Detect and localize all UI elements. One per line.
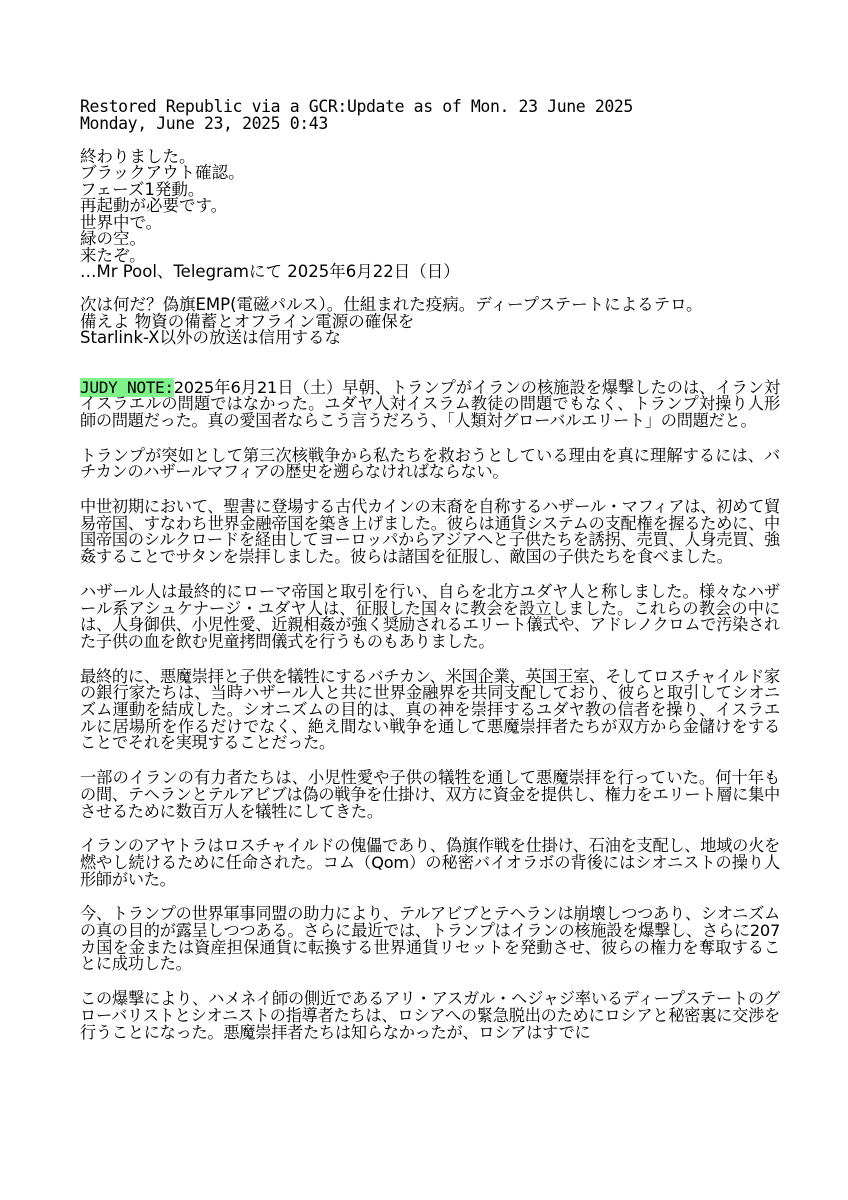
- body-paragraph: 一部のイランの有力者たちは、小児性愛や子供の犠牲を通して悪魔崇拝を行っていた。何十年もの間、テヘランとテルアビブは偽の戦争を仕掛け、双方に資金を提供し、権力をエリート層に集中させるために数百万人を犠牲にしてきた。: [80, 768, 780, 821]
- body-paragraph: 今、トランプの世界軍事同盟の助力により、テルアビブとテヘランは崩壊しつつあり、シオニズムの真の目的が露呈しつつある。さらに最近では、トランプはイランの核施設を爆撃し、さらに207カ国を金または資産担保通貨に転換する世界通貨リセットを発動させ、彼らの権力を奪取することに成功した。: [80, 904, 780, 974]
- warning-block: [80, 297, 780, 347]
- body-paragraph: 最終的に、悪魔崇拝と子供を犠牲にするバチカン、米国企業、英国王室、そしてロスチャイルド家の銀行家たちは、当時ハザール人と共に世界金融界を共同支配しており、彼らと取引してシオニズム運動を結成した。シオニズムの目的は、真の神を崇拝するユダヤ教の信者を操り、イスラエルに居場所を作るだけでなく、絶え間ない戦争を通して悪魔崇拝者たちが双方から金儲けをすることでそれを実現することだった。: [80, 666, 780, 753]
- body-paragraph: 中世初期において、聖書に登場する古代カインの末裔を自称するハザール・マフィアは、初めて貿易帝国、すなわち世界金融帝国を築き上げました。彼らは通貨システムの支配権を握るために、中国帝国のシルクロードを経由してヨーロッパからアジアへと子供たちを誘拐、売買、人身売買、強姦することでサタンを崇拝しました。彼らは諸国を征服し、敵国の子供たちを食べました。: [80, 497, 780, 567]
- document-page: [80, 99, 780, 1059]
- warning-line: Starlink-X以外の放送は信用するな: [80, 328, 341, 347]
- warning-line: 次は何だ？偽旗EMP(電磁パルス）。仕組まれた疫病。ディープステートによるテロ。: [80, 295, 703, 314]
- poem-block: [80, 146, 780, 281]
- body-paragraph: ハザール人は最終的にローマ帝国と取引を行い、自らを北方ユダヤ人と称しました。様々なハザール系アシュケナージ・ユダヤ人は、征服した国々に教会を設立しました。これらの教会の中には、人身御供、小児性愛、近親相姦が強く奨励されるエリート儀式や、アドレノクロムで汚染された子供の血を飲む児童拷問儀式を行うものもありました。: [80, 581, 780, 651]
- document-header: [80, 99, 780, 132]
- warning-line: 備えよ 物資の備蓄とオフライン電源の確保を: [80, 311, 415, 331]
- body-paragraph: トランプが突如として第三次核戦争から私たちを救おうとしている理由を真に理解するには、バチカンのハザールマフィアの歴史を遡らなければならない。: [80, 445, 780, 482]
- poem-line: 世界中で。: [80, 212, 163, 232]
- poem-line: フェーズ1発動。: [80, 179, 205, 199]
- judy-note-paragraph: [80, 377, 780, 430]
- poem-line: 来たぞ。: [80, 245, 146, 265]
- poem-line: 終わりました。: [80, 146, 196, 166]
- paragraph-text: 2025年6月21日（土）早朝、トランプがイランの核施設を爆撃したのは、イラン対イスラエルの問題ではなかった。ユダヤ人対イスラム教徒の問題でもなく、トランプ対操り人形師の問題だった。真の愛国者ならこう言うだろう、「人類対グローバルエリート」の問題だと。: [80, 377, 780, 430]
- poem-line: 再起動が必要です。: [80, 196, 228, 215]
- body-paragraph: この爆撃により、ハメネイ師の側近であるアリ・アスガル・ヘジャジ率いるディープステートのグローバリストとシオニストの指導者たちは、ロシアへの緊急脱出のためにロシアと秘密裏に交渉を行うことになった。悪魔崇拝者たちは知らなかったが、ロシアはすでに: [80, 989, 780, 1042]
- body-paragraph: イランのアヤトラはロスチャイルドの傀儡であり、偽旗作戦を仕掛け、石油を支配し、地域の火を燃やし続けるために任命された。コム（Qom）の秘密バイオラボの背後にはシオニストの操り人形師がいた。: [80, 836, 780, 889]
- judy-note-section: [80, 377, 780, 1042]
- article-title: Restored Republic via a GCR:Update as of Mon. 23 June 2025: [80, 97, 633, 116]
- poem-line: 緑の空。: [80, 229, 146, 248]
- article-date: Monday, June 23, 2025 0:43: [80, 113, 328, 133]
- judy-note-label: JUDY NOTE:: [80, 377, 174, 397]
- poem-line: ブラックアウト確認。: [80, 163, 245, 182]
- poem-attribution: …Mr Pool、Telegramにて 2025年6月22日（日）: [80, 262, 460, 281]
